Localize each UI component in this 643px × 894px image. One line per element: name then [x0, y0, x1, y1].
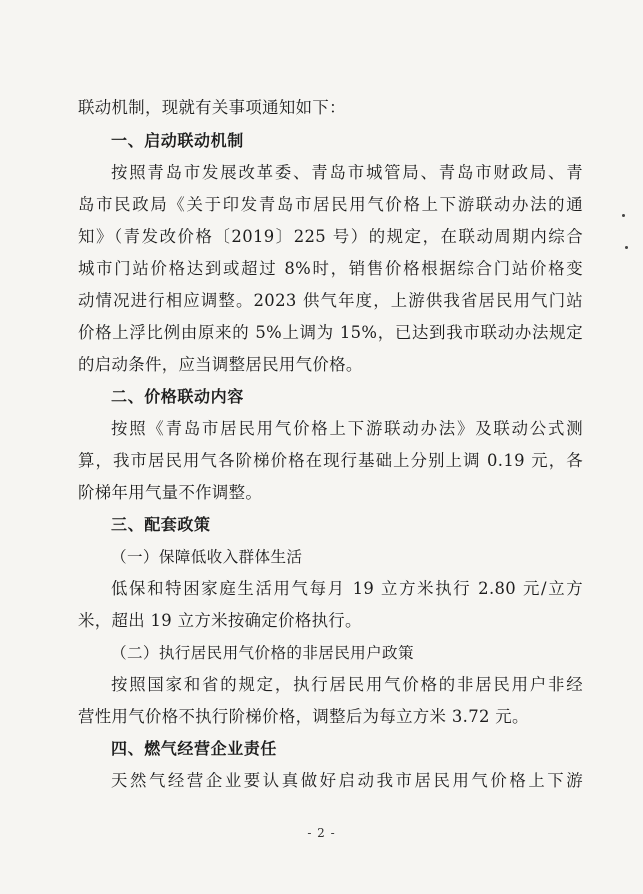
section-heading-1: 一、启动联动机制 — [111, 131, 244, 150]
paragraph-line: 动情况进行相应调整。2023 供气年度，上游供我省居民用气门站 — [78, 291, 583, 310]
paragraph-line: 阶梯年用气量不作调整。 — [78, 483, 263, 502]
paragraph-line: 知》（青发改价格〔2019〕225 号）的规定，在联动周期内综合 — [78, 227, 583, 246]
section-heading-3: 三、配套政策 — [111, 515, 211, 534]
paragraph-line: 按照青岛市发展改革委、青岛市城管局、青岛市财政局、青 — [111, 163, 583, 182]
paragraph-line: 按照国家和省的规定，执行居民用气价格的非居民用户非经 — [111, 675, 583, 694]
paragraph-line: 天然气经营企业要认真做好启动我市居民用气价格上下游 — [111, 771, 583, 790]
page-number: - 2 - — [307, 826, 336, 840]
paragraph-line: 城市门站价格达到或超过 8%时，销售价格根据综合门站价格变 — [78, 259, 583, 278]
paragraph-line: 算，我市居民用气各阶梯价格在现行基础上分别上调 0.19 元，各 — [78, 451, 583, 470]
paragraph-line: 营性用气价格不执行阶梯价格，调整后为每立方米 3.72 元。 — [78, 707, 529, 726]
paragraph-line: 岛市民政局《关于印发青岛市居民用气价格上下游联动办法的通 — [78, 195, 583, 214]
paragraph-line: 的启动条件，应当调整居民用气价格。 — [78, 355, 363, 374]
paragraph-line: 价格上浮比例由原来的 5%上调为 15%，已达到我市联动办法规定 — [78, 323, 583, 342]
scan-speck — [625, 246, 628, 249]
subsection-heading-1: （一）保障低收入群体生活 — [111, 548, 303, 566]
paragraph-line: 按照《青岛市居民用气价格上下游联动办法》及联动公式测 — [111, 419, 583, 438]
paragraph-line: 低保和特困家庭生活用气每月 19 立方米执行 2.80 元/立方 — [111, 579, 583, 598]
paragraph-line: 联动机制，现就有关事项通知如下： — [78, 98, 346, 117]
paragraph-line: 米，超出 19 立方米按确定价格执行。 — [78, 611, 362, 630]
subsection-heading-2: （二）执行居民用气价格的非居民用户政策 — [111, 644, 414, 662]
section-heading-4: 四、燃气经营企业责任 — [111, 739, 278, 758]
scan-speck — [622, 214, 625, 217]
section-heading-2: 二、价格联动内容 — [111, 387, 244, 406]
